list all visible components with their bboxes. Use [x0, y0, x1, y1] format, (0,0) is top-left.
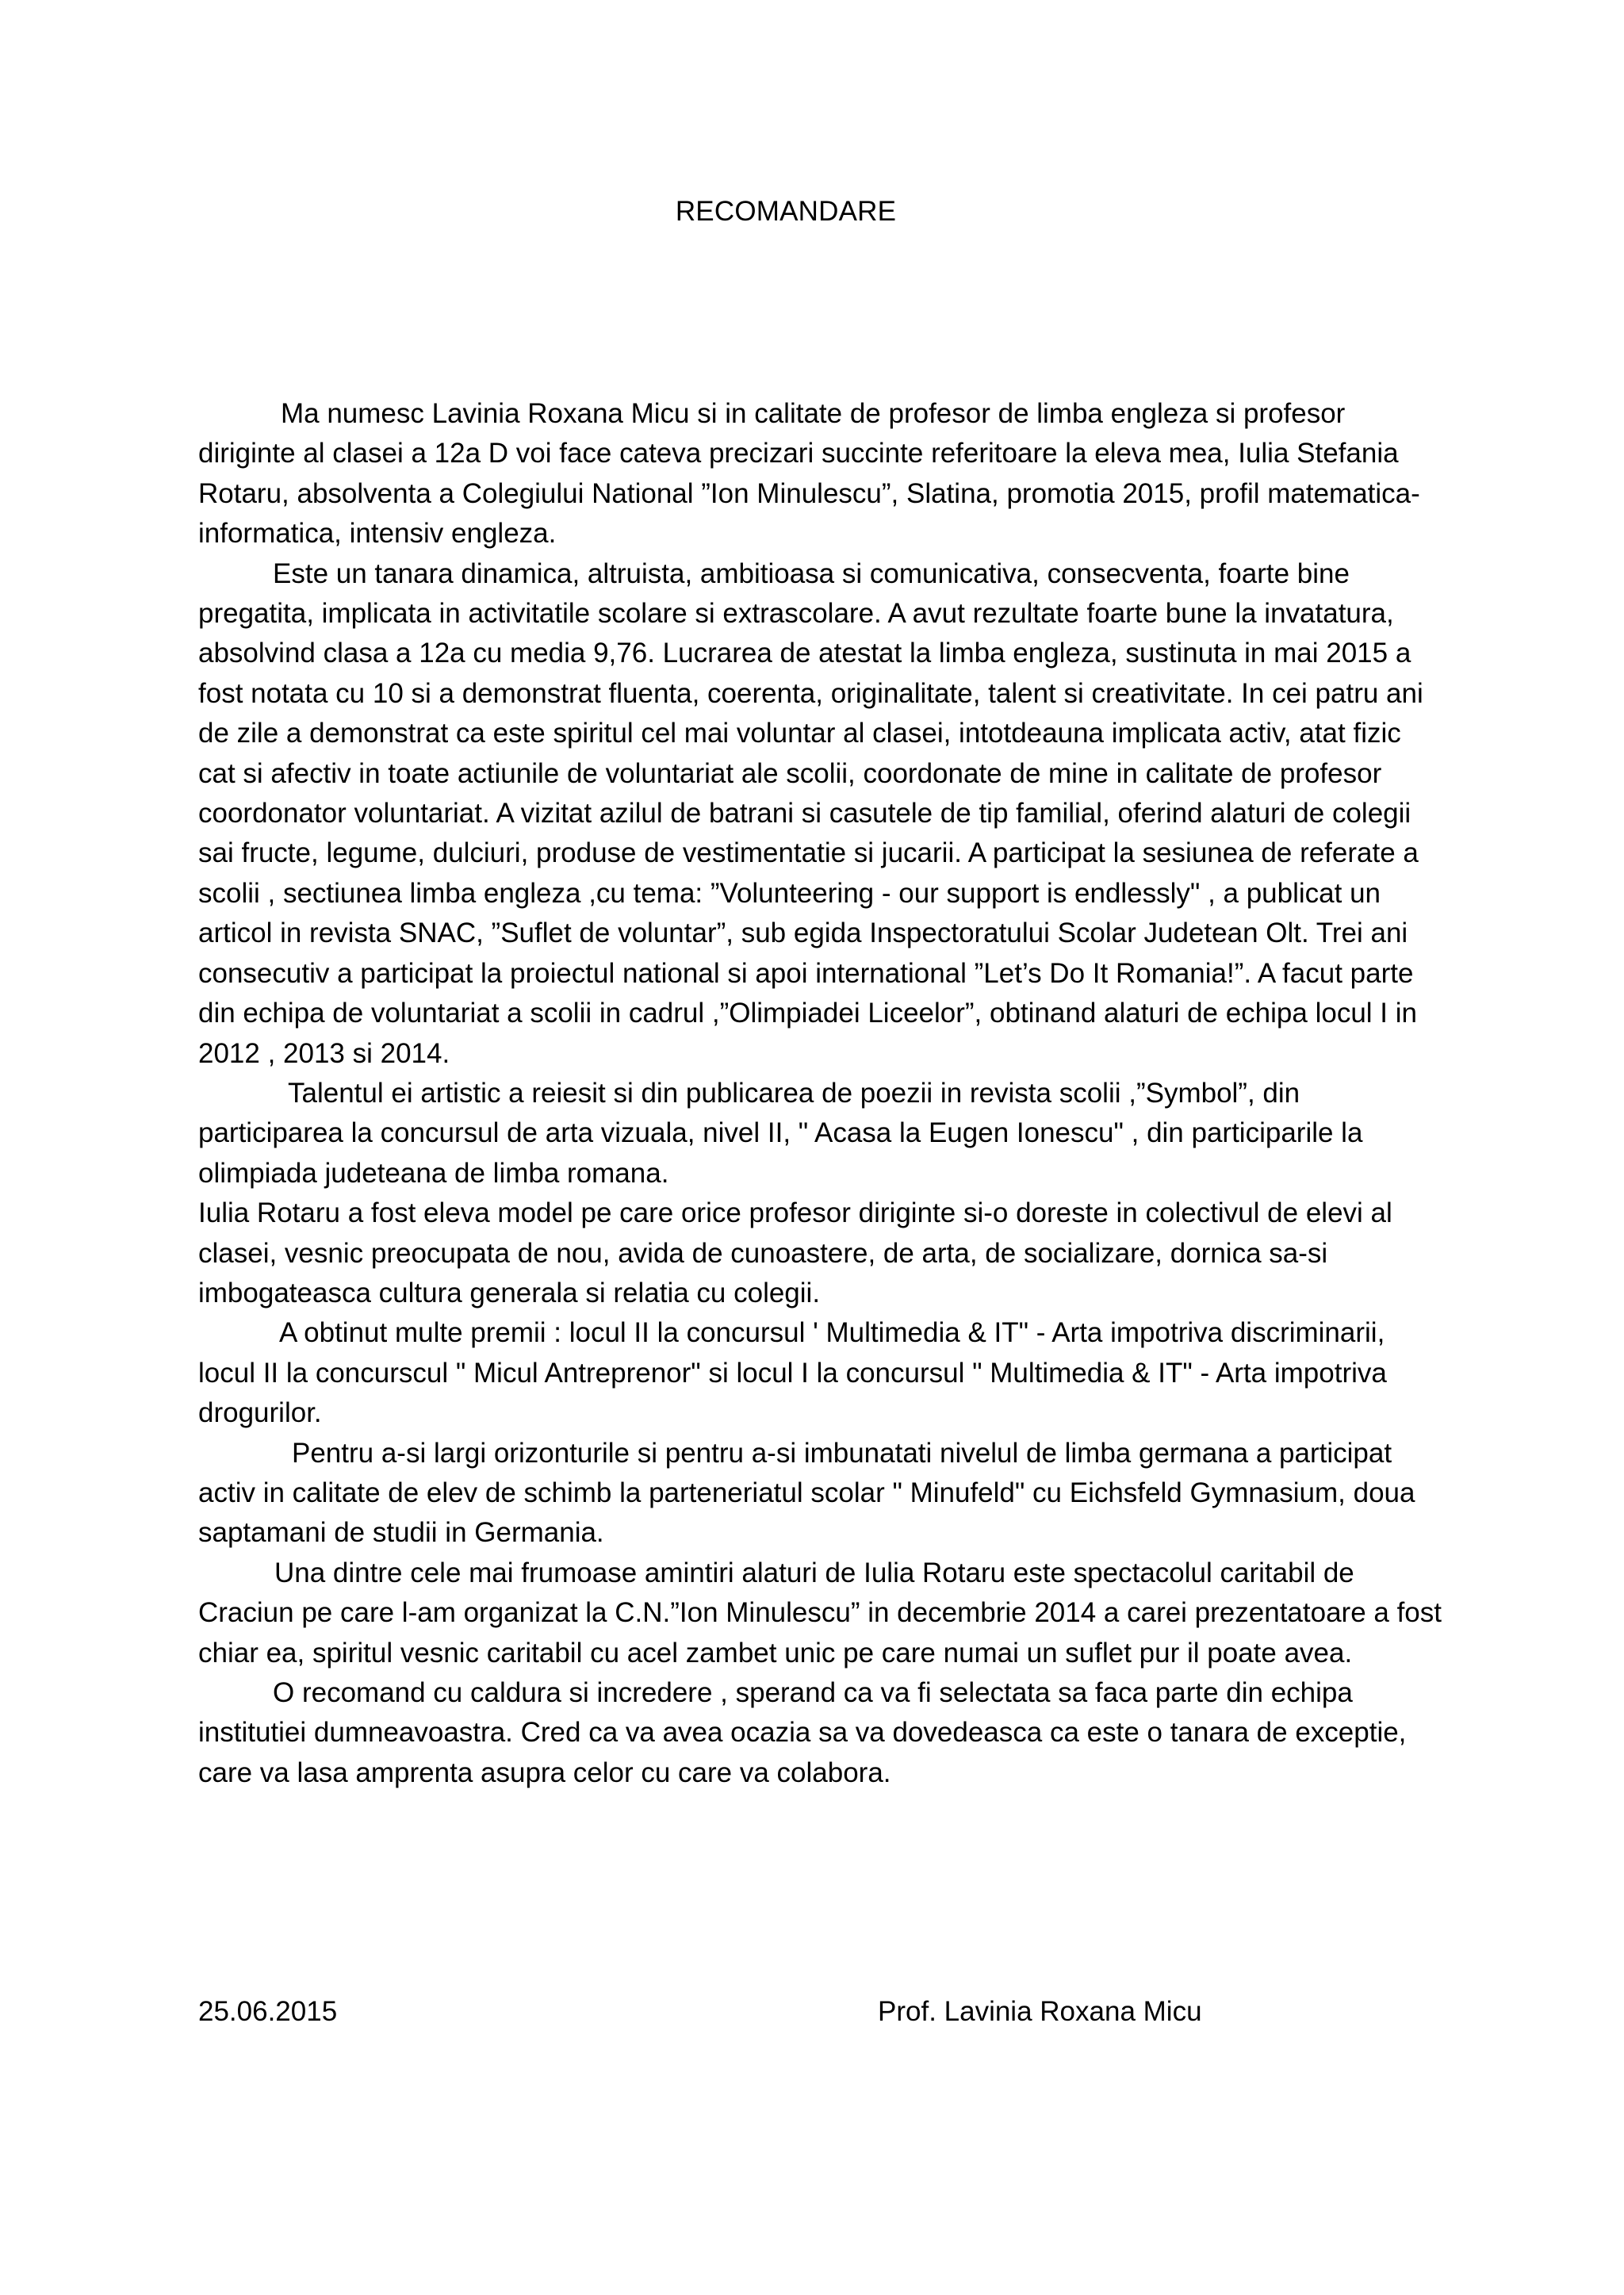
document-signature: Prof. Lavinia Roxana Micu [878, 1996, 1202, 2027]
paragraph-model-student: Iulia Rotaru a fost eleva model pe care orice profesor diriginte si-o doreste in colectivul de elevi al clasei, vesnic preocupata de nou, avida de cunoastere, de arta, de socializare, dornica sa-si imbogateasca cultura generala si relatia cu colegii. [198, 1197, 1392, 1308]
paragraph-charity-show: Una dintre cele mai frumoase amintiri alaturi de Iulia Rotaru este spectacolul caritabil de Craciun pe care l-am organizat la C.N.”Ion Minulescu” in decembrie 2014 a carei prezentatoare a fost chiar ea, spiritul vesnic caritabil cu acel zambet unic pe care numai un suflet pur il poate avea. [198, 1557, 1442, 1669]
paragraph-profile: Este un tanara dinamica, altruista, ambitioasa si comunicativa, consecventa, foarte bine pregatita, implicata in activitatile scolare si extrascolare. A avut rezultate foarte bune la invatatura, absolvind clasa a 12a cu media 9,76. Lucrarea de atestat la limba engleza, sustinuta in mai 2015 a fost notata cu 10 si a demonstrat fluenta, coerenta, originalitate, talent si creativitate. In cei patru ani de zile a demonstrat ca este spiritul cel mai voluntar al clasei, intotdeauna implicata activ, atat fizic cat si afectiv in toate actiunile de voluntariat ale scolii, coordonate de mine in calitate de profesor coordonator voluntariat. A vizitat azilul de batrani si casutele de tip familial, oferind alaturi de colegii sai fructe, legume, dulciuri, produse de vestimentatie si jucarii. A participat la sesiunea de referate a scolii , sectiunea limba engleza ,cu tema: ”Volunteering - our support is endlessly" , a publicat un articol in revista SNAC, ”Suflet de voluntar”, sub egida Inspectoratului Scolar Judetean Olt. Trei ani consecutiv a participat la proiectul national si apoi international ”Let’s Do It Romania!”. A facut parte din echipa de voluntariat a scolii in cadrul ,”Olimpiadei Liceelor”, obtinand alaturi de echipa locul I in 2012 , 2013 si 2014. [198, 557, 1423, 1069]
paragraph-recommendation: O recomand cu caldura si incredere , sperand ca va fi selectata sa faca parte din echipa institutiei dumneavoastra. Cred ca va avea ocazia sa va dovedeasca ca este o tanara de exceptie, care va lasa amprenta asupra celor cu care va colabora. [198, 1677, 1407, 1788]
paragraph-exchange-program: Pentru a-si largi orizonturile si pentru a-si imbunatati nivelul de limba germana a participat activ in calitate de elev de schimb la parteneriatul scolar " Minufeld" cu Eichsfeld Gymnasium, doua saptamani de studii in Germania. [198, 1437, 1415, 1549]
paragraph-awards: A obtinut multe premii : locul II la concursul ' Multimedia & IT" - Arta impotriva discriminarii, locul II la concurscul " Micul Antreprenor" si locul I la concursul " Multimedia & IT" - Arta impotriva drogurilor. [198, 1317, 1387, 1429]
paragraph-artistic-talent: Talentul ei artistic a reiesit si din publicarea de poezii in revista scolii ,”Symbol”, din participarea la concursul de arta vizuala, nivel II, " Acasa la Eugen Ionescu" , din participarile la olimpiada judeteana de limba romana. [198, 1077, 1363, 1189]
document-body [198, 394, 1443, 1793]
paragraph-introduction: Ma numesc Lavinia Roxana Micu si in calitate de profesor de limba engleza si profesor diriginte al clasei a 12a D voi face cateva precizari succinte referitoare la eleva mea, Iulia Stefania Rotaru, absolventa a Colegiului National ”Ion Minulescu”, Slatina, promotia 2015, profil matematica-informatica, intensiv engleza. [198, 398, 1420, 550]
document-date: 25.06.2015 [198, 1996, 338, 2027]
document-title: RECOMANDARE [675, 196, 897, 227]
